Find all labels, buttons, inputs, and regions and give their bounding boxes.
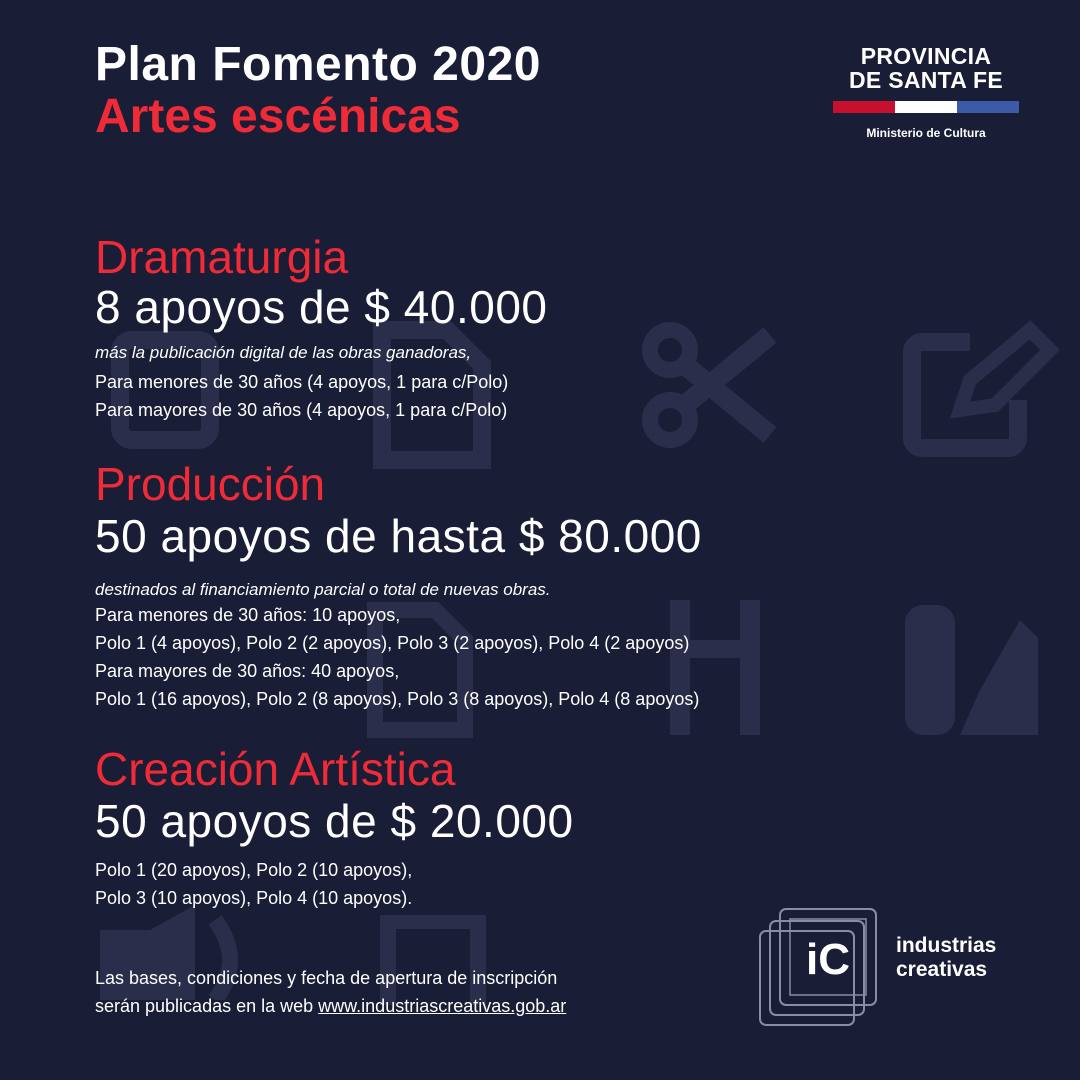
section-heading: Creación Artística [95, 743, 456, 795]
section-heading: Dramaturgia [95, 231, 349, 283]
scissors-icon [640, 320, 780, 450]
ministry-label: Ministerio de Cultura [866, 126, 986, 140]
section-dramaturgia [95, 232, 547, 424]
page-subtitle: Artes escénicas [95, 90, 461, 143]
section-line: Polo 1 (4 apoyos), Polo 2 (2 apoyos), Polo 3 (2 apoyos), Polo 4 (2 apoyos) [95, 633, 690, 653]
industrias-creativas-logo [758, 907, 878, 1027]
design-tools-icon [900, 600, 1040, 740]
province-name-line2: DE SANTA FE [848, 67, 1004, 93]
pencil-square-icon [900, 320, 1060, 460]
section-line: Polo 1 (16 apoyos), Polo 2 (8 apoyos), Polo 3 (8 apoyos), Polo 4 (8 apoyos) [95, 689, 700, 709]
footer-text [95, 964, 566, 1020]
flag-white [895, 101, 957, 113]
section-line: Polo 1 (20 apoyos), Polo 2 (10 apoyos), [95, 860, 413, 880]
section-creacion-artistica [95, 744, 574, 912]
ic-mark: iC [806, 935, 850, 984]
flag-red [833, 101, 895, 113]
website-link[interactable]: www.industriascreativas.gob.ar [318, 996, 567, 1016]
section-line: Para menores de 30 años (4 apoyos, 1 para c/Polo) [95, 372, 509, 392]
flag-blue [957, 101, 1019, 113]
section-amount: 50 apoyos de $ 20.000 [95, 795, 574, 847]
section-line: Polo 3 (10 apoyos), Polo 4 (10 apoyos). [95, 888, 413, 908]
province-name-line1: PROVINCIA [860, 43, 992, 69]
section-note: destinados al financiamiento parcial o total de nuevas obras. [95, 580, 551, 599]
section-line: Para mayores de 30 años (4 apoyos, 1 para c/Polo) [95, 400, 508, 420]
santa-fe-logo [833, 44, 1019, 140]
footer-line2 [95, 992, 566, 1020]
ic-logo-text [896, 934, 996, 982]
footer-line1: Las bases, condiciones y fecha de apertura de inscripción [95, 968, 558, 988]
section-amount: 8 apoyos de $ 40.000 [95, 281, 548, 333]
section-note: más la publicación digital de las obras ganadoras, [95, 343, 472, 362]
section-produccion [95, 459, 702, 713]
section-line: Para mayores de 30 años: 40 apoyos, [95, 661, 400, 681]
ic-logo-line2: creativas [896, 958, 988, 981]
section-heading: Producción [95, 458, 326, 510]
section-amount: 50 apoyos de hasta $ 80.000 [95, 510, 702, 562]
page-title: Plan Fomento 2020 [95, 38, 541, 91]
ic-logo-line1: industrias [896, 934, 997, 957]
section-line: Para menores de 30 años: 10 apoyos, [95, 605, 401, 625]
footer-prefix: serán publicadas en la web [95, 996, 314, 1016]
flag-stripe [833, 101, 1019, 113]
